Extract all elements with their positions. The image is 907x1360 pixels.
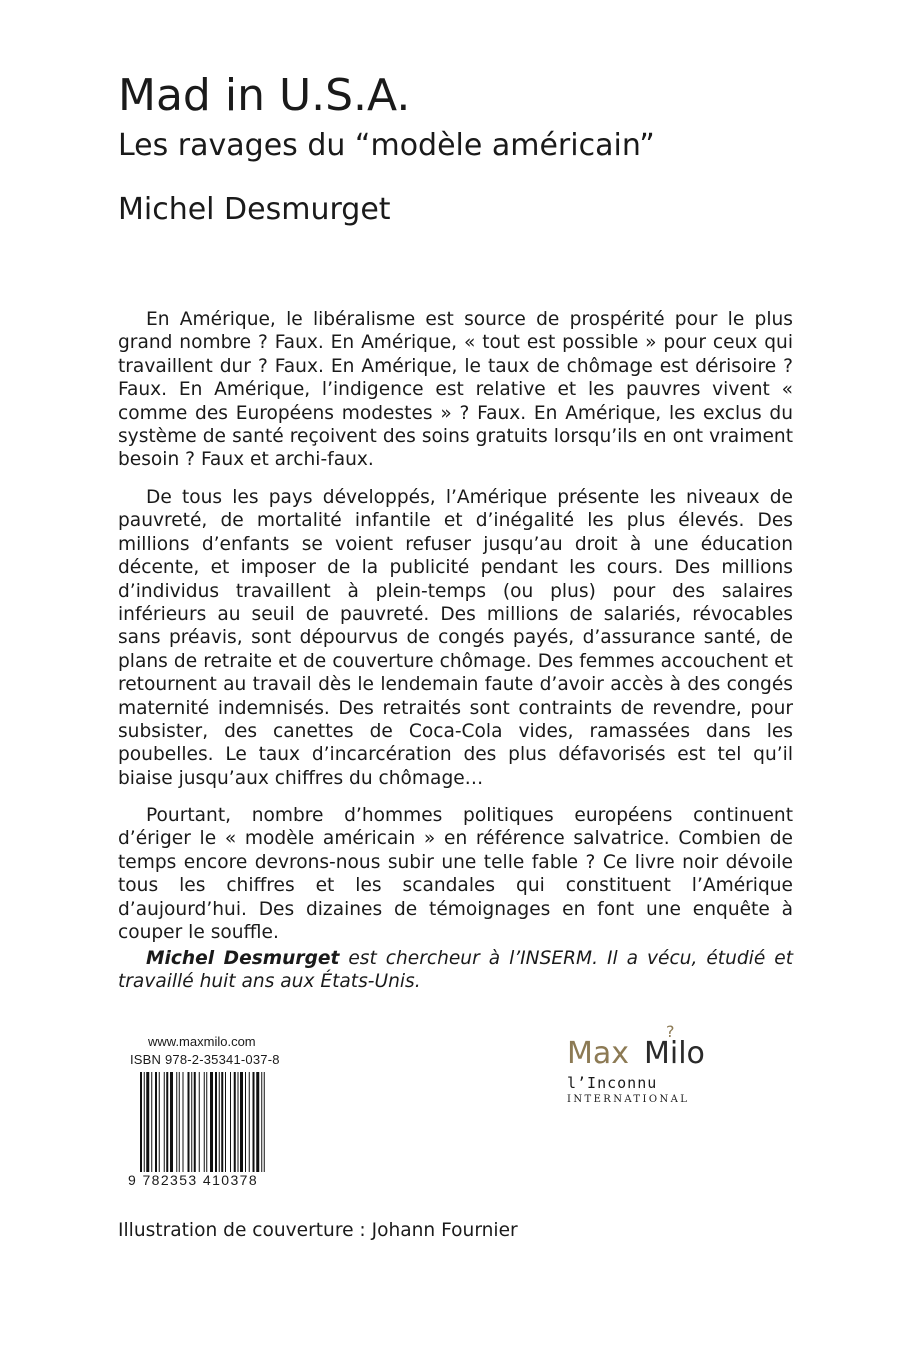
paragraph-text: Pourtant, nombre d’hommes politiques européens continuent d’ériger le « modèle américain » en référence salvatrice. Combien de temps encore devrons-nous subir une telle fable ? Ce livre noir dévoile tous les chiffres et les scandales qui constituent l’Amérique d’aujourd’hui. Des dizaines de témoignages en font une enquête à couper le souffle. [118, 805, 793, 944]
barcode-bar [199, 1072, 200, 1172]
barcode-bar [249, 1072, 250, 1172]
barcode-bar [221, 1072, 223, 1172]
barcode-bar [170, 1072, 173, 1172]
barcode-bar [225, 1072, 226, 1172]
barcode-bar [256, 1072, 259, 1172]
barcode-bar [240, 1072, 243, 1172]
barcode-bar [238, 1072, 239, 1172]
barcode-bar [264, 1072, 265, 1172]
barcode-bar [179, 1072, 180, 1172]
barcode-bar [146, 1072, 149, 1172]
barcode-bar [155, 1072, 157, 1172]
barcode-bar [164, 1072, 165, 1172]
barcode-bar [188, 1072, 190, 1172]
logo-max: Max [567, 1036, 630, 1071]
barcode-bar [261, 1072, 262, 1172]
logo-milo: Milo [644, 1036, 705, 1071]
barcode-bar [191, 1072, 192, 1172]
barcode-digits: 9 782353 410378 [128, 1172, 258, 1188]
book-author: Michel Desmurget [118, 192, 391, 227]
barcode-bar [245, 1072, 246, 1172]
author-bio-name: Michel Desmurget [146, 948, 340, 969]
barcode-bar [230, 1072, 231, 1172]
barcode-bar [159, 1072, 160, 1172]
logo-imprint-line: l’Inconnu [567, 1074, 658, 1092]
author-bio-text: est chercheur à l’INSERM. Il a vécu, étudié et travaillé huit ans aux États-Unis. [118, 948, 793, 993]
barcode-bar [151, 1072, 152, 1172]
barcode-bar [204, 1072, 205, 1172]
barcode-bar [140, 1072, 142, 1172]
barcode-bar [176, 1072, 177, 1172]
publisher-url: www.maxmilo.com [148, 1034, 256, 1049]
blurb-paragraph-3 [118, 804, 793, 944]
author-bio [118, 947, 793, 994]
blurb-paragraph-1 [118, 308, 793, 472]
book-subtitle: Les ravages du “modèle américain” [118, 128, 655, 163]
barcode-bar [194, 1072, 196, 1172]
barcode-bar [253, 1072, 255, 1172]
barcode-bar [215, 1072, 217, 1172]
barcode-bar [166, 1072, 168, 1172]
barcode-bar [183, 1072, 184, 1172]
barcode-bar [210, 1072, 213, 1172]
barcode-image [140, 1072, 308, 1172]
illustration-credit: Illustration de couverture : Johann Fournier [118, 1220, 518, 1241]
isbn-label: ISBN 978-2-35341-037-8 [130, 1052, 280, 1067]
publisher-logo [567, 1022, 717, 1111]
barcode-bar [206, 1072, 207, 1172]
logo-question-mark: ? [666, 1022, 675, 1041]
barcode-bar [219, 1072, 220, 1172]
blurb-paragraph-2 [118, 486, 793, 790]
paragraph-text: En Amérique, le libéralisme est source de prospérité pour le plus grand nombre ? Faux. En Amérique, « tout est possible » pour ceux qui travaillent dur ? Faux. En Amérique, le taux de chômage est dérisoire ? Faux. En Amérique, l’indigence est relative et les pauvres vivent « comme des Européens modestes » ? Faux. En Amérique, les exclus du système de santé reçoivent des soins gratuits lorsqu’ils en ont vraiment besoin ? Faux et archi-faux. [118, 309, 793, 471]
barcode-block [128, 1034, 308, 1194]
logo-international: INTERNATIONAL [567, 1094, 690, 1105]
barcode-bar [144, 1072, 145, 1172]
book-title: Mad in U.S.A. [118, 70, 411, 121]
paragraph-text: De tous les pays développés, l’Amérique présente les niveaux de pauvreté, de mortalité infantile et d’inégalité les plus élevés. Des millions d’enfants se voient refuser jusqu’au droit à une éducation décente, et imposer de la publicité pendant les cours. Des millions d’individus travaillent à plein-temps (ou plus) pour des salaires inférieurs au seuil de pauvreté. Des millions de salariés, révocables sans préavis, sont dépourvus de congés payés, d’assurance santé, de plans de retraite et de couverture chômage. Des femmes accouchent et retournent au travail dès le lendemain faute d’avoir accès à des congés maternité indemnisés. Des retraités sont contraints de revendre, pour subsister, des canettes de Coca-Cola vides, ramassées dans les poubelles. Le taux d’incarcération des plus défavorisés est tel qu’il biaise jusqu’aux chiffres du chômage… [118, 487, 793, 789]
barcode-bar [234, 1072, 236, 1172]
